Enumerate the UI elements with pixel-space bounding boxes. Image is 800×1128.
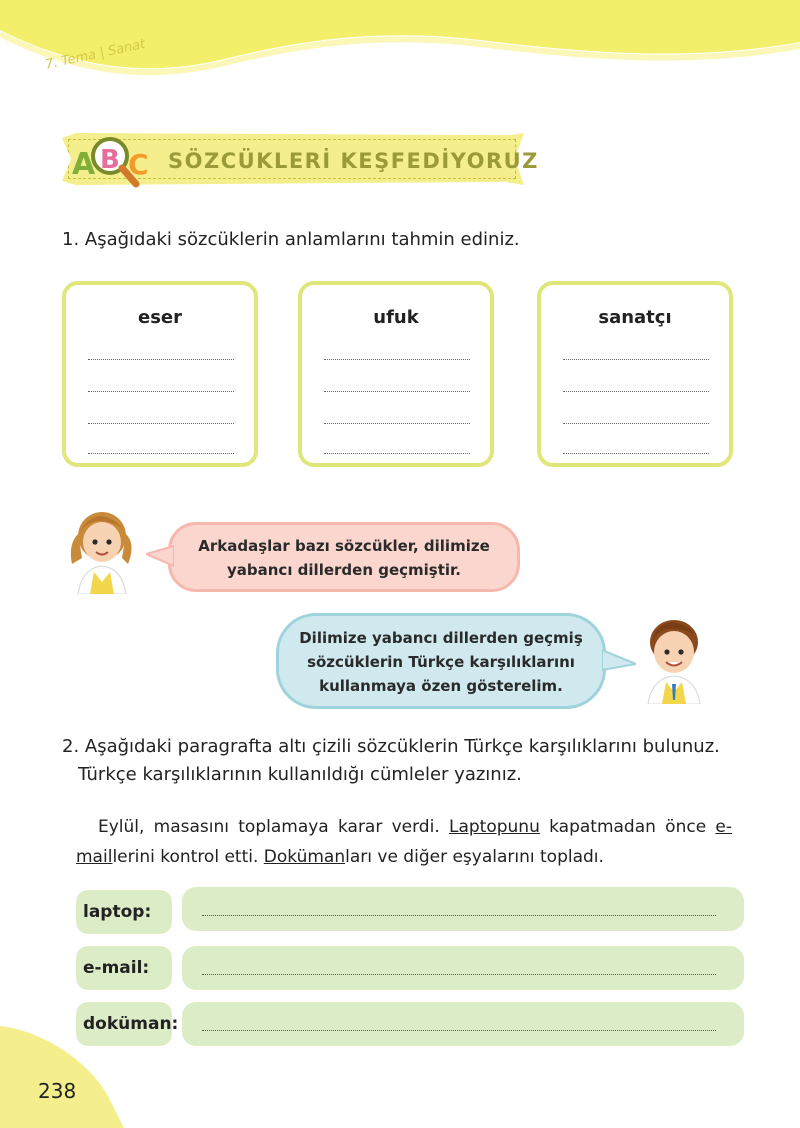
page-number: 238 bbox=[38, 1079, 77, 1103]
answer-line[interactable] bbox=[324, 359, 470, 360]
svg-text:B: B bbox=[100, 145, 120, 175]
question-1: 1. Aşağıdaki sözcüklerin anlamlarını tahmin ediniz. bbox=[62, 229, 520, 250]
answer-field-email[interactable] bbox=[182, 946, 744, 990]
question-2-line-1: 2. Aşağıdaki paragrafta altı çizili sözcüklerin Türkçe karşılıklarını bulunuz. bbox=[62, 736, 720, 757]
boy-bubble-tail bbox=[602, 646, 636, 676]
question-2-line-2: Türkçe karşılıklarının kullanıldığı cümleler yazınız. bbox=[78, 764, 522, 785]
answer-line[interactable] bbox=[324, 423, 470, 424]
underlined-word: e-mail bbox=[76, 817, 732, 867]
answer-line[interactable] bbox=[88, 359, 234, 360]
word-title: eser bbox=[137, 307, 182, 328]
word-box-sanatci bbox=[537, 281, 733, 467]
answer-label-email: e-mail: bbox=[76, 946, 172, 990]
word-title: sanatçı bbox=[598, 307, 672, 328]
answer-line[interactable] bbox=[563, 391, 709, 392]
answer-label-dokuman: doküman: bbox=[76, 1002, 172, 1046]
girl-bubble-tail bbox=[146, 544, 174, 570]
bottom-corner-decoration bbox=[0, 1020, 130, 1128]
answer-line[interactable] bbox=[88, 453, 234, 454]
answer-line[interactable] bbox=[324, 453, 470, 454]
girl-speech-bubble: Arkadaşlar bazı sözcükler, dilimize yabancı dillerden geçmiştir. bbox=[168, 522, 520, 592]
answer-line[interactable] bbox=[324, 391, 470, 392]
answer-line[interactable] bbox=[563, 359, 709, 360]
answer-line[interactable] bbox=[563, 453, 709, 454]
answer-label-laptop: laptop: bbox=[76, 890, 172, 934]
answer-line[interactable] bbox=[563, 423, 709, 424]
answer-field-laptop[interactable] bbox=[182, 887, 744, 931]
paragraph: Eylül, masasını toplamaya karar verdi. Laptopunu kapatmadan önce e-maillerini kontrol etti. Dokümanları ve diğer eşyalarını topladı. bbox=[76, 817, 732, 867]
underlined-word: Doküman bbox=[263, 847, 346, 867]
boy-speech-bubble: Dilimize yabancı dillerden geçmiş sözcüklerin Türkçe karşılıklarını kullanmaya özen gösterelim. bbox=[276, 613, 606, 709]
word-box-eser bbox=[62, 281, 258, 467]
svg-text:C: C bbox=[128, 148, 149, 181]
svg-text:A: A bbox=[72, 147, 96, 182]
word-title: ufuk bbox=[373, 307, 419, 328]
girl-character-icon bbox=[64, 498, 144, 594]
answer-field-dokuman[interactable] bbox=[182, 1002, 744, 1046]
underlined-word: Laptopunu bbox=[448, 817, 540, 837]
word-box-ufuk bbox=[298, 281, 494, 467]
theme-label: 7. Tema | Sanat bbox=[44, 36, 147, 73]
answer-line[interactable] bbox=[88, 423, 234, 424]
answer-line[interactable] bbox=[88, 391, 234, 392]
banner-title: SÖZCÜKLERİ KEŞFEDİYORUZ bbox=[168, 149, 539, 173]
boy-character-icon bbox=[632, 608, 716, 704]
abc-magnifier-icon bbox=[72, 128, 152, 192]
